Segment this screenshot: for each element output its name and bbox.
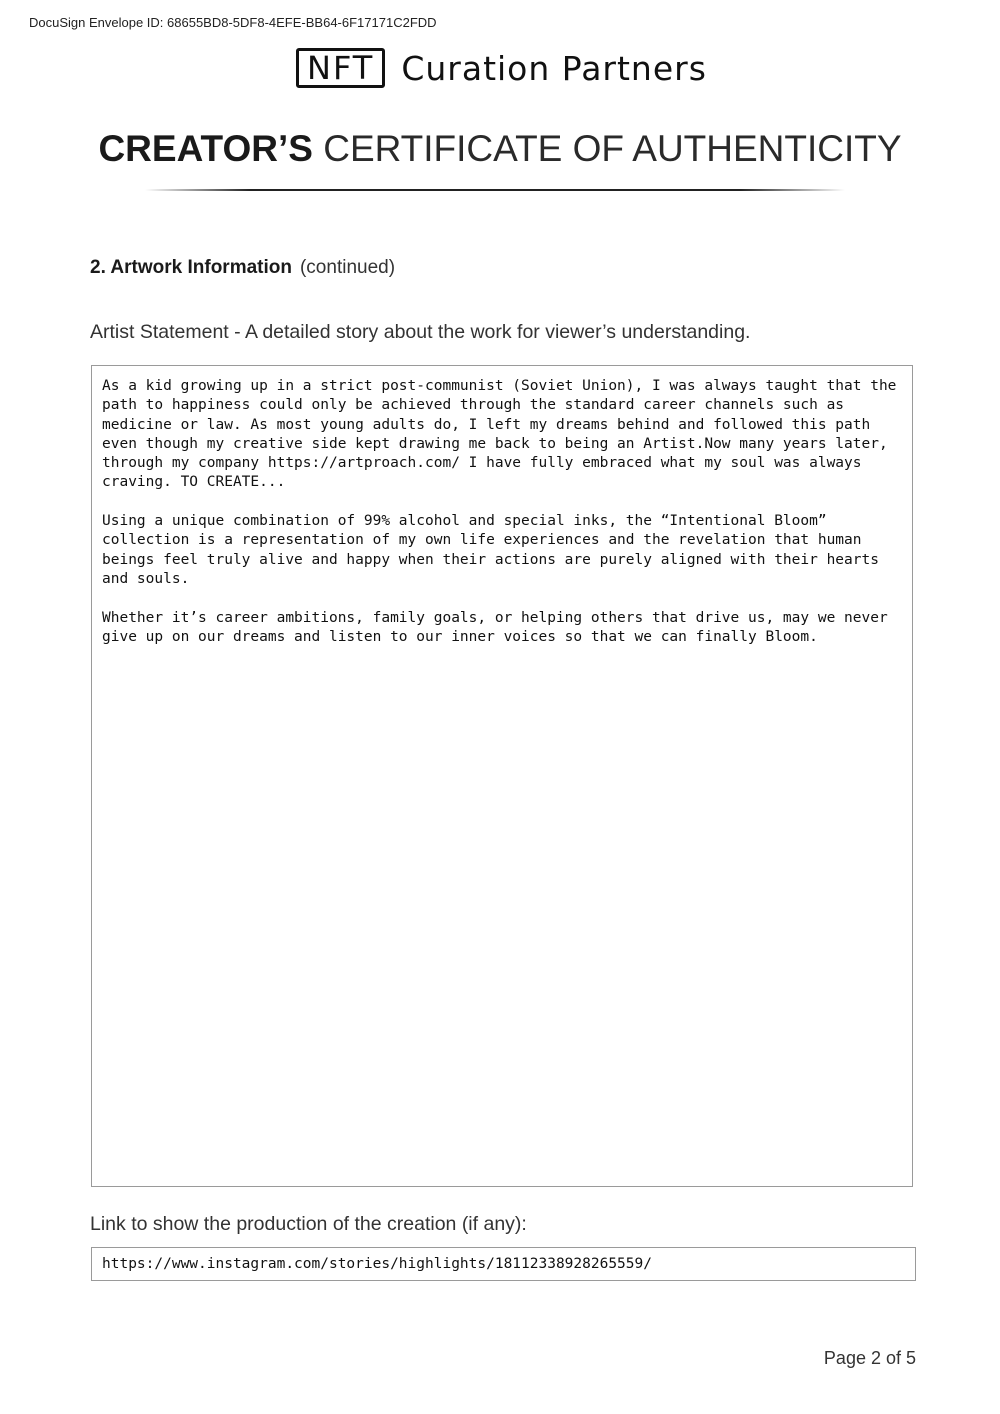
section-heading-title: 2. Artwork Information	[90, 257, 292, 278]
page-number: Page 2 of 5	[823, 1348, 916, 1368]
statement-paragraph: As a kid growing up in a strict post-communist (Soviet Union), I was always taught that the path to happiness could only be achieved through the standard career channels such as medicine or law. As most young adults do, I left my dreams behind and followed this path even though my creative side kept drawing me back to being an Artist.Now many years later, through my company https://artproach.com/ I have fully embraced what my soul was always craving. TO CREATE...	[102, 378, 897, 491]
title-divider	[145, 189, 845, 191]
docusign-envelope-id: DocuSign Envelope ID: 68655BD8-5DF8-4EFE-BB64-6F17171C2FDD	[29, 15, 437, 30]
production-link-label: Link to show the production of the creation (if any):	[90, 1213, 527, 1235]
logo-nft-box: NFT	[296, 48, 385, 88]
artist-statement-label: Artist Statement - A detailed story about the work for viewer’s understanding.	[90, 321, 751, 343]
logo-company-name: Curation Partners	[401, 48, 707, 88]
statement-paragraph: Using a unique combination of 99% alcohol and special inks, the “Intentional Bloom” collection is a representation of my own life experiences and the revelation that human beings feel truly alive and happy when their actions are purely aligned with their hearts and souls.	[102, 513, 879, 587]
statement-paragraph: Whether it’s career ambitions, family goals, or helping others that drive us, may we never give up on our dreams and listen to our inner voices so that we can finally Bloom.	[102, 609, 888, 645]
section-heading	[90, 257, 395, 279]
artist-statement-text	[102, 377, 907, 666]
production-link-value: https://www.instagram.com/stories/highlights/18112338928265559/	[102, 1256, 652, 1272]
certificate-title-bold: CREATOR’S	[98, 128, 313, 169]
certificate-title	[0, 128, 1000, 170]
artist-statement-field[interactable]	[91, 365, 913, 1187]
nft-curation-partners-logo	[296, 48, 707, 88]
section-heading-continued: (continued)	[299, 257, 396, 278]
production-link-field[interactable]	[91, 1247, 916, 1281]
certificate-title-rest: CERTIFICATE OF AUTHENTICITY	[323, 128, 902, 169]
